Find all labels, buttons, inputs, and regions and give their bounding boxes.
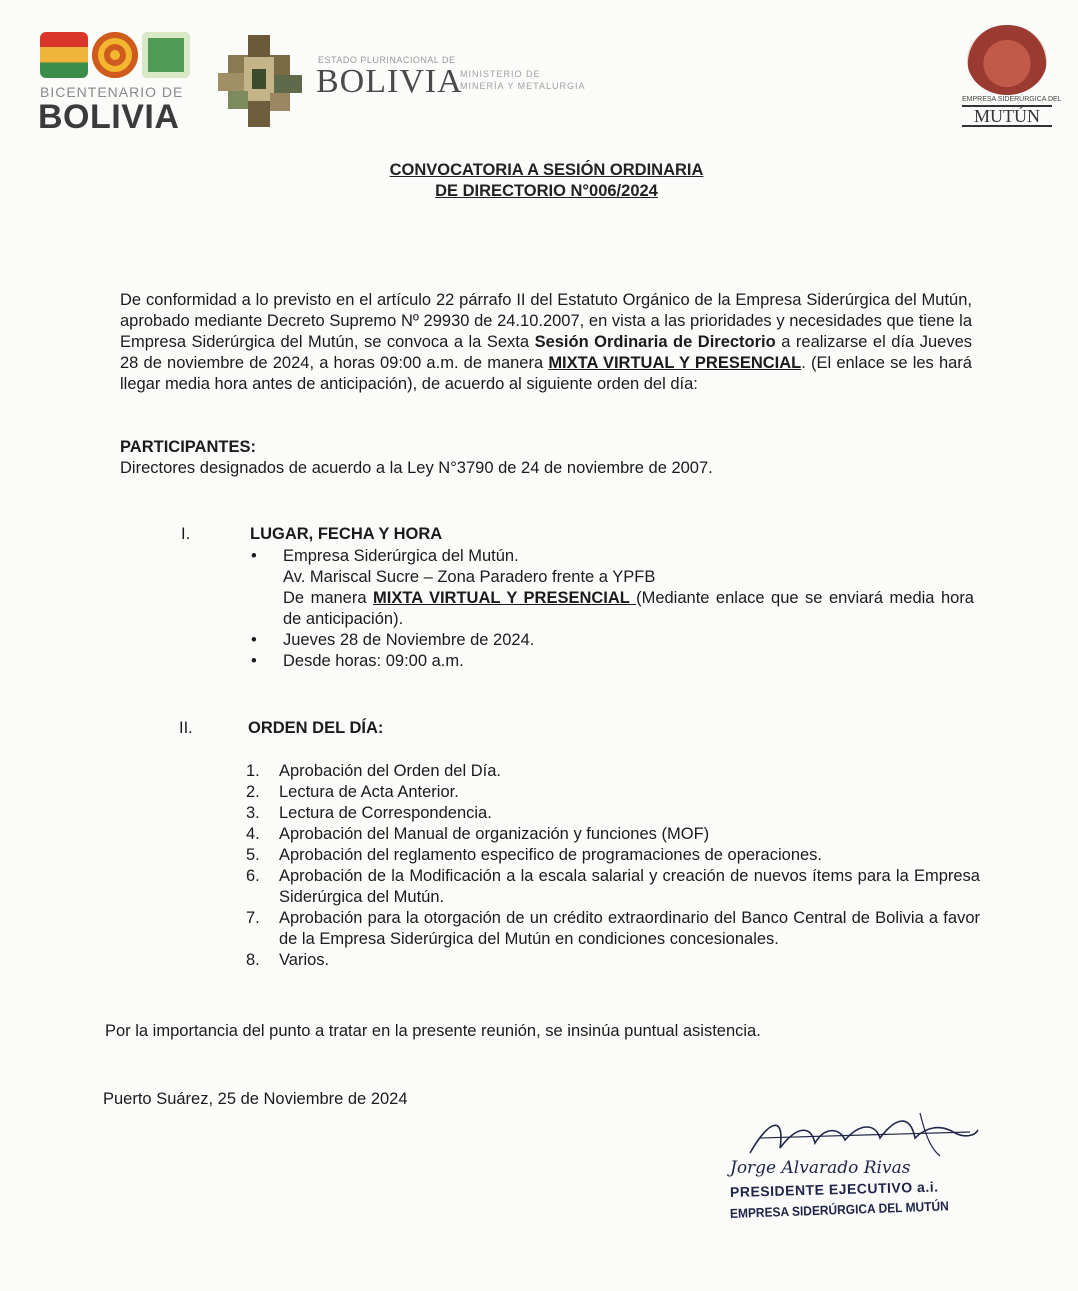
bullet-1-line-3 — [283, 588, 974, 630]
bullet-3-text: Desde horas: 09:00 a.m. — [283, 652, 464, 670]
title-line-2: DE DIRECTORIO N°006/2024 — [435, 182, 658, 200]
item-text: Aprobación del reglamento especifico de programaciones de operaciones. — [279, 846, 823, 864]
item-number: 8. — [246, 951, 260, 969]
item-number: 2. — [246, 783, 260, 801]
bicentenario-logo — [38, 32, 198, 136]
signatory-name: Jorge Alvarado Rivas — [730, 1158, 911, 1178]
intro-bold: Sesión Ordinaria de Directorio — [534, 333, 776, 351]
bicentenario-tile-red — [40, 32, 88, 78]
list-item — [250, 630, 974, 651]
item-number: 3. — [246, 804, 260, 822]
item-number: 4. — [246, 825, 260, 843]
list-item — [246, 803, 980, 824]
bicentenario-tile-spiral — [92, 32, 138, 78]
estado-plurinacional-text: ESTADO PLURINACIONAL DE — [318, 55, 456, 65]
mutun-small-text: EMPRESA SIDERÚRGICA DEL — [962, 96, 1062, 103]
intro-paragraph — [120, 290, 972, 395]
list-item — [246, 950, 980, 971]
section-1-numeral: I. — [181, 525, 191, 543]
bullet-1-line-2: Av. Mariscal Sucre – Zona Paradero frente a YPFB — [283, 568, 656, 586]
intro-text-3: . (El enlace se les hará llegar media hora antes de anticipación), de acuerdo al siguiente orden del día: — [120, 354, 972, 393]
mutun-seal-icon — [967, 25, 1047, 95]
list-item — [250, 651, 974, 672]
item-text: Lectura de Acta Anterior. — [279, 783, 459, 801]
participantes-text: Directores designados de acuerdo a la Ley N°3790 de 24 de noviembre de 2007. — [120, 459, 713, 477]
intro-underline: MIXTA VIRTUAL Y PRESENCIAL — [548, 354, 802, 372]
list-item — [246, 866, 980, 908]
item-text: Aprobación del Manual de organización y funciones (MOF) — [279, 825, 710, 843]
bullet-icon: • — [251, 547, 257, 565]
list-item — [250, 546, 974, 630]
bullet-icon: • — [251, 652, 257, 670]
ministerio-line-2: MINERÍA Y METALURGIA — [460, 81, 586, 91]
section-2-numeral: II. — [179, 719, 193, 737]
document-title — [0, 160, 1078, 202]
title-line-1: CONVOCATORIA A SESIÓN ORDINARIA — [389, 161, 704, 179]
item-number: 1. — [246, 762, 260, 780]
bullet-icon: • — [251, 631, 257, 649]
bullet-1-post: (Mediante enlace que se enviará media hora de anticipación). — [283, 589, 974, 628]
ministerio-text — [460, 68, 586, 92]
item-text: Aprobación para la otorgación de un crédito extraordinario del Banco Central de Bolivia a favor de la Empresa Siderúrgica del Mutún en condiciones concesionales. — [279, 909, 980, 948]
ministerio-line-1: MINISTERIO DE — [460, 69, 541, 79]
intro-text-2: a realizarse el día Jueves 28 de noviembre de 2024, a horas 09:00 a.m. de manera — [120, 333, 972, 372]
item-text: Aprobación del Orden del Día. — [279, 762, 501, 780]
item-text: Lectura de Correspondencia. — [279, 804, 492, 822]
bicentenario-tile-green — [142, 32, 190, 78]
bullet-2-text: Jueves 28 de Noviembre de 2024. — [283, 631, 535, 649]
bullet-1-pre: De manera — [283, 589, 373, 607]
mutun-name-text: MUTÚN — [962, 105, 1052, 127]
closing-text: Por la importancia del punto a tratar en la presente reunión, se insinúa puntual asistencia. — [105, 1022, 761, 1040]
section-1-bullets — [250, 546, 974, 672]
list-item — [246, 761, 980, 782]
item-number: 5. — [246, 846, 260, 864]
bicentenario-small-text: BICENTENARIO DE — [40, 84, 184, 100]
list-item — [246, 845, 980, 866]
bolivia-wordmark: BOLIVIA — [316, 63, 463, 100]
bullet-1-line-1: Empresa Siderúrgica del Mutún. — [283, 547, 519, 565]
list-item — [246, 782, 980, 803]
list-item — [246, 908, 980, 950]
bicentenario-big-text: BOLIVIA — [38, 98, 180, 136]
signatory-org: EMPRESA SIDERÚRGICA DEL MUTÚN — [729, 1198, 949, 1221]
participantes-heading: PARTICIPANTES: — [120, 438, 256, 456]
item-number: 7. — [246, 909, 260, 927]
mutun-logo — [962, 25, 1062, 131]
section-2-heading: ORDEN DEL DÍA: — [248, 719, 384, 737]
place-date: Puerto Suárez, 25 de Noviembre de 2024 — [103, 1090, 408, 1108]
item-number: 6. — [246, 867, 260, 885]
section-1-heading: LUGAR, FECHA Y HORA — [250, 525, 443, 543]
orden-del-dia-list — [246, 761, 980, 971]
item-text: Varios. — [279, 951, 330, 969]
bolivia-mosaic-icon — [218, 35, 302, 127]
signatory-role: PRESIDENTE EJECUTIVO a.i. — [729, 1178, 939, 1200]
item-text: Aprobación de la Modificación a la escala salarial y creación de nuevos ítems para la Empresa Siderúrgica del Mutún. — [279, 867, 980, 906]
list-item — [246, 824, 980, 845]
bullet-1-underline: MIXTA VIRTUAL Y PRESENCIAL — [373, 589, 637, 607]
intro-text-1: De conformidad a lo previsto en el artículo 22 párrafo II del Estatuto Orgánico de la Empresa Siderúrgica del Mutún, aprobado mediante Decreto Supremo Nº 29930 de 24.10.2007, en vista a las prioridades y necesidades que tiene la Empresa Siderúrgica del Mutún, se convoca a la Sexta — [120, 291, 972, 351]
